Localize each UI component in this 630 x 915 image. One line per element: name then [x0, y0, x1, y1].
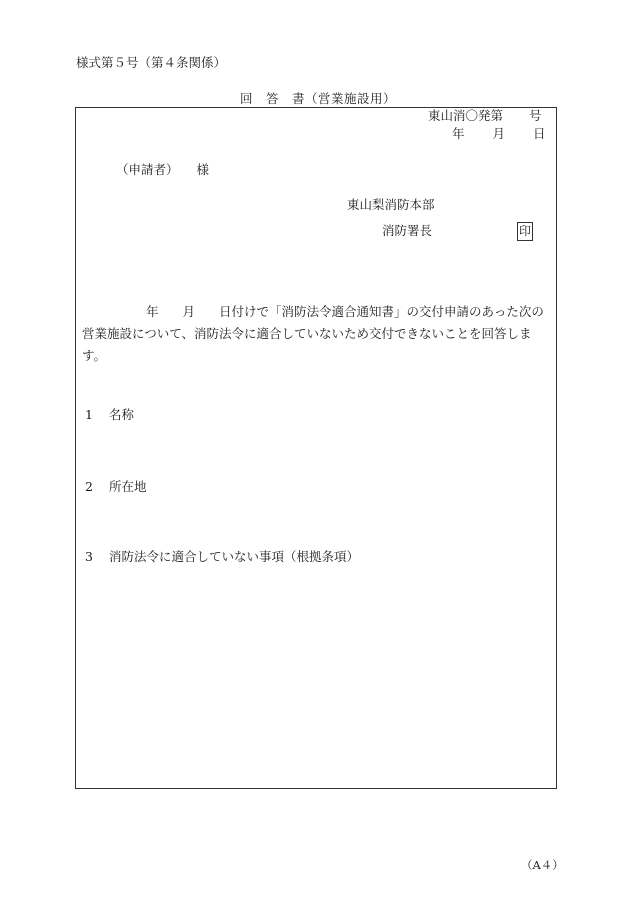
body-paragraph: [82, 301, 552, 367]
issuer-department: 東山梨消防本部: [347, 197, 435, 212]
item-number: 2: [85, 479, 93, 494]
item-violations: [85, 549, 359, 566]
item-label: 消防法令に適合していない事項（根拠条項）: [109, 549, 360, 564]
item-label: 所在地: [109, 479, 147, 494]
reference-prefix: 東山消〇発第: [428, 108, 504, 123]
item-address: [85, 479, 147, 496]
paper-size-label: （A４）: [521, 858, 564, 872]
document-title-suffix: （営業施設用）: [305, 91, 397, 106]
form-number: 様式第５号（第４条関係）: [76, 55, 227, 70]
reference-month: 月: [492, 126, 506, 141]
reference-number: [428, 108, 542, 125]
reference-year: 年: [452, 126, 465, 141]
addressee: [116, 162, 209, 179]
reference-day: 日: [533, 126, 546, 141]
addressee-honorific: 様: [196, 162, 210, 177]
item-number: 3: [85, 549, 93, 564]
reference-number-suffix: 号: [529, 108, 542, 123]
body-text: 日付けで「消防法令適合通知書」の交付申請のあった次の営業施設について、消防法令に適合していないため交付できないことを回答します。: [82, 304, 544, 363]
document-title: [240, 91, 396, 108]
issuer-title: 消防署長: [382, 223, 433, 238]
document-frame: [75, 107, 557, 789]
body-year: 年: [146, 304, 159, 319]
item-number: 1: [85, 407, 93, 422]
seal-mark: 印: [517, 222, 533, 241]
item-name: [85, 407, 134, 424]
item-label: 名称: [109, 407, 135, 422]
document-title-main: 回 答 書: [240, 91, 306, 106]
reference-date: [452, 126, 546, 143]
body-month: 月: [182, 304, 196, 319]
addressee-label: （申請者）: [116, 162, 179, 177]
